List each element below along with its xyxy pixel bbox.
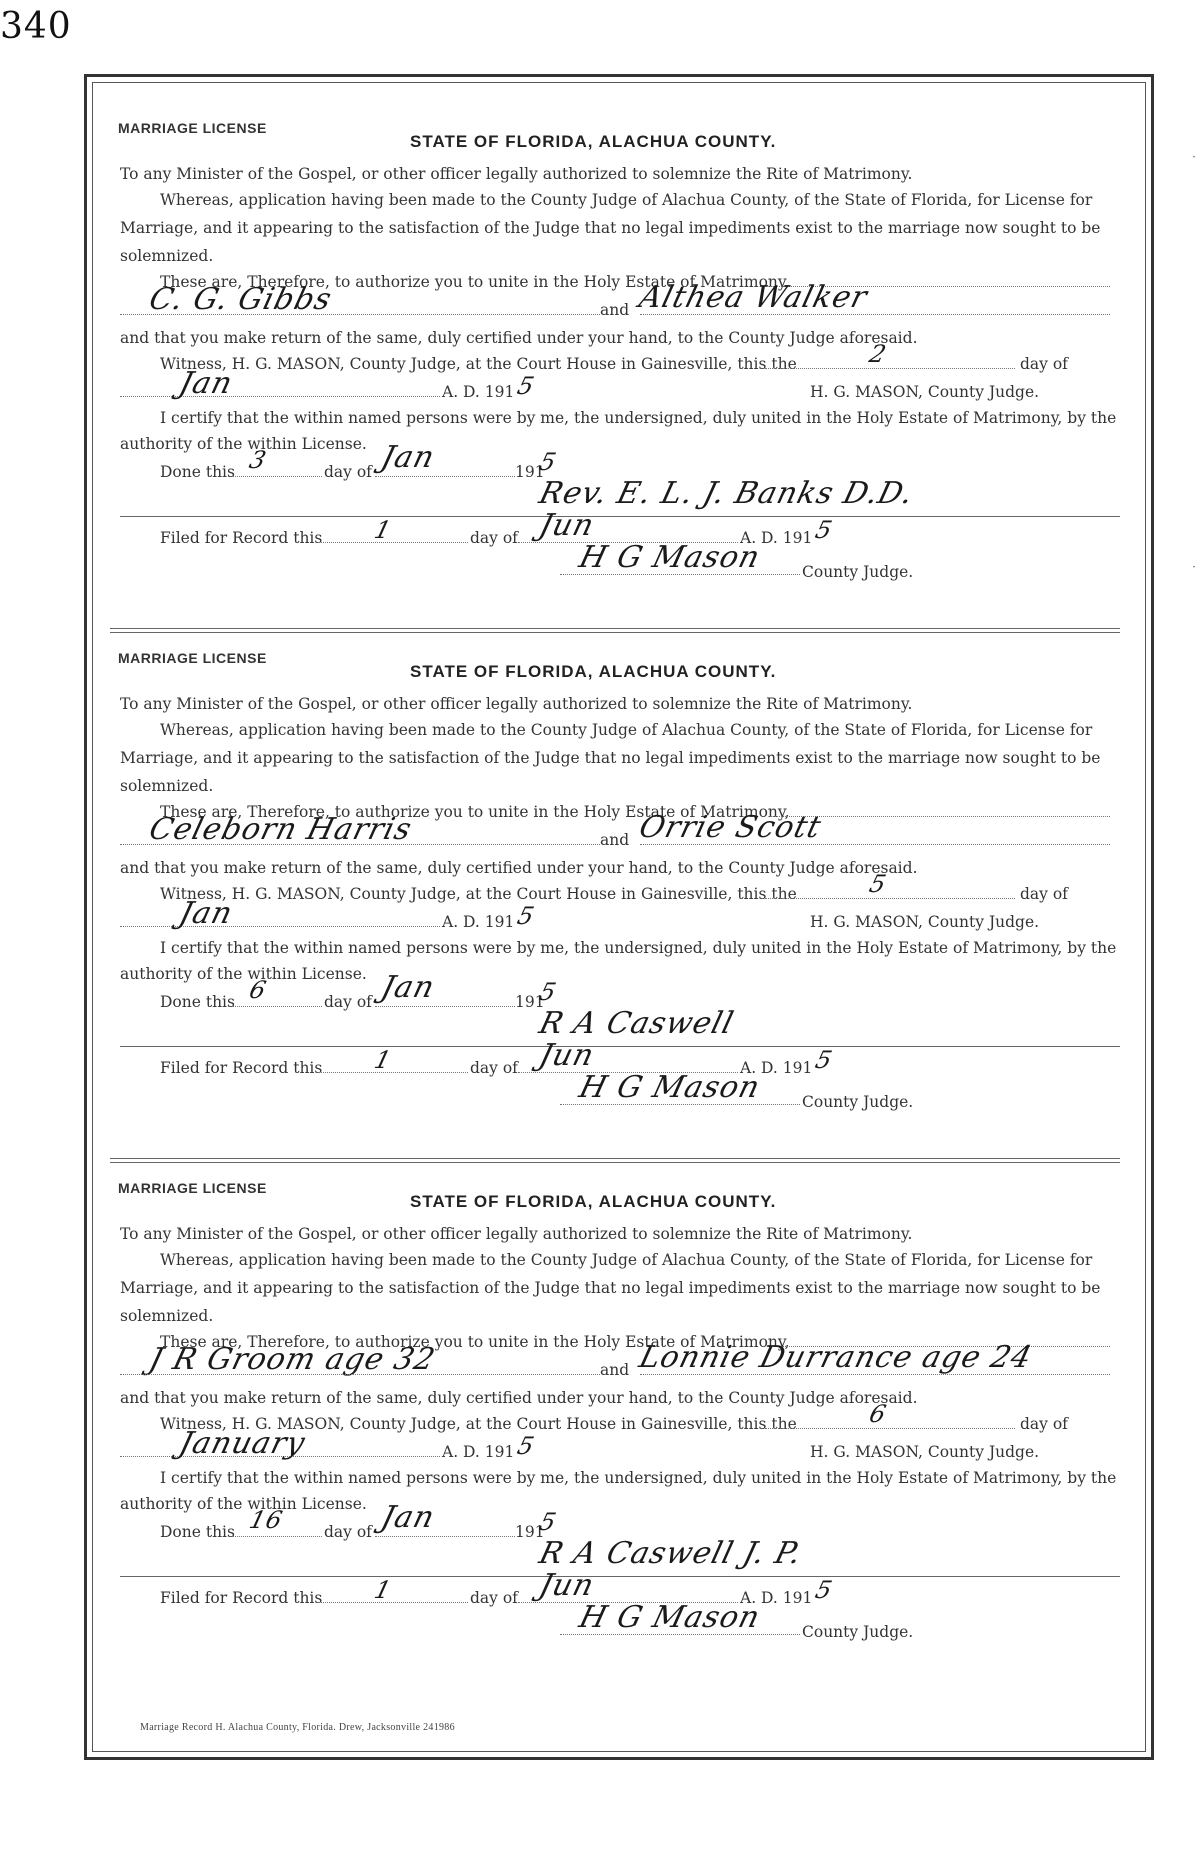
license-year: 5 [514, 1432, 538, 1460]
groom-line [120, 844, 600, 845]
record-divider [110, 628, 1120, 633]
filed-month: Jun [535, 508, 599, 543]
day-of-label: day of [1020, 1415, 1068, 1433]
record-divider [110, 1158, 1120, 1163]
intro-paragraph: To any Minister of the Gospel, or other officer legally authorized to solemnize the Rite of Matrimony. [120, 1225, 913, 1243]
certify-line-2: authority of the within License. [120, 435, 367, 453]
return-paragraph: and that you make return of the same, duly certified under your hand, to the County Judge aforesaid. [120, 1389, 918, 1407]
certify-line-1: I certify that the within named persons were by me, the undersigned, duly united in the Holy Estate of Matrimony, by the [160, 1469, 1117, 1487]
done-year: 5 [536, 448, 560, 476]
filed-label: Filed for Record this [160, 1059, 323, 1077]
edge-mark: · [1192, 560, 1196, 574]
intro-paragraph: To any Minister of the Gospel, or other officer legally authorized to solemnize the Rite of Matrimony. [120, 165, 913, 183]
bride-line [640, 314, 1110, 315]
judge-label: H. G. MASON, County Judge. [810, 1443, 1040, 1461]
day-of-label: day of [1020, 885, 1068, 903]
certify-line-1: I certify that the within named persons were by me, the undersigned, duly united in the Holy Estate of Matrimony, by the [160, 409, 1117, 427]
filed-day-line [318, 1072, 468, 1073]
license-day-line [765, 1428, 1015, 1429]
done-month: Jan [377, 970, 439, 1005]
done-month: Jan [377, 440, 439, 475]
officiant-signature: Rev. E. L. J. Banks D.D. [535, 476, 918, 511]
ad-label: A. D. 191 [442, 913, 515, 931]
and-label: and [600, 831, 630, 849]
whereas-line-1: Whereas, application having been made to the County Judge of Alachua County, of the State of Florida, for License for [160, 191, 1093, 209]
return-paragraph: and that you make return of the same, duly certified under your hand, to the County Judge aforesaid. [120, 329, 918, 347]
license-year: 5 [514, 372, 538, 400]
done-month-line [375, 1006, 515, 1007]
filed-day: 1 [371, 1046, 395, 1074]
authorize-paragraph: These are, Therefore, to authorize you to unite in the Holy Estate of Matrimony, [160, 1333, 790, 1351]
license-day-line [765, 898, 1015, 899]
and-label: and [600, 1361, 630, 1379]
license-month: January [175, 1426, 310, 1461]
done-day: 16 [246, 1506, 287, 1534]
groom-name: Celeborn Harris [145, 812, 416, 847]
intro-paragraph: To any Minister of the Gospel, or other officer legally authorized to solemnize the Rite of Matrimony. [120, 695, 913, 713]
filed-month: Jun [535, 1568, 599, 1603]
bride-line [640, 1374, 1110, 1375]
filed-day-of-label: day of [470, 1589, 518, 1607]
filed-ad-label: A. D. 191 [740, 529, 813, 547]
whereas-line-1: Whereas, application having been made to the County Judge of Alachua County, of the State of Florida, for License for [160, 1251, 1093, 1269]
done-this-label: Done this [160, 463, 235, 481]
filed-label: Filed for Record this [160, 529, 323, 547]
whereas-line-3: solemnized. [120, 777, 214, 795]
bride-line [640, 844, 1110, 845]
license-day: 6 [866, 1400, 890, 1428]
clerk-signature: H G Mason [575, 1600, 764, 1635]
bride-name: Althea Walker [635, 280, 872, 315]
edge-mark: · [1192, 150, 1196, 164]
marriage-license-record [120, 626, 1120, 1156]
whereas-line-2: Marriage, and it appearing to the satisfaction of the Judge that no legal impediments exist to the marriage now sought to be [120, 749, 1101, 767]
filed-day-of-label: day of [470, 529, 518, 547]
done-day-of-label: day of [324, 1523, 372, 1541]
license-day: 2 [866, 340, 890, 368]
witness-text: Witness, H. G. MASON, County Judge, at the Court House in Gainesville, this the [160, 1415, 797, 1433]
day-of-label: day of [1020, 355, 1068, 373]
license-month-line [120, 396, 440, 397]
filed-day-line [318, 542, 468, 543]
done-year-prefix: 191 [515, 993, 545, 1011]
authorize-paragraph: These are, Therefore, to authorize you to unite in the Holy Estate of Matrimony, [160, 273, 790, 291]
done-year-prefix: 191 [515, 463, 545, 481]
ad-label: A. D. 191 [442, 383, 515, 401]
return-paragraph: and that you make return of the same, duly certified under your hand, to the County Judge aforesaid. [120, 859, 918, 877]
bride-name: Orrie Scott [635, 810, 826, 845]
record-heading: STATE OF FLORIDA, ALACHUA COUNTY. [410, 132, 777, 151]
groom-name: J R Groom age 32 [145, 1342, 440, 1377]
done-month-line [375, 476, 515, 477]
whereas-line-3: solemnized. [120, 247, 214, 265]
separator-rule [120, 1046, 1120, 1047]
license-day: 5 [866, 870, 890, 898]
county-judge-label: County Judge. [802, 1093, 914, 1111]
groom-line [120, 1374, 600, 1375]
filed-ad-label: A. D. 191 [740, 1589, 813, 1607]
groom-name: C. G. Gibbs [145, 282, 336, 317]
license-label: MARRIAGE LICENSE [118, 1180, 267, 1196]
filed-ad-label: A. D. 191 [740, 1059, 813, 1077]
certify-line-2: authority of the within License. [120, 1495, 367, 1513]
license-day-line [765, 368, 1015, 369]
done-day-line [232, 1536, 322, 1537]
license-month-line [120, 926, 440, 927]
judge-label: H. G. MASON, County Judge. [810, 383, 1040, 401]
marriage-license-record [120, 96, 1120, 626]
certify-line-1: I certify that the within named persons were by me, the undersigned, duly united in the Holy Estate of Matrimony, by the [160, 939, 1117, 957]
clerk-signature: H G Mason [575, 540, 764, 575]
clerk-signature: H G Mason [575, 1070, 764, 1105]
filed-day: 1 [371, 1576, 395, 1604]
done-this-label: Done this [160, 993, 235, 1011]
county-judge-label: County Judge. [802, 1623, 914, 1641]
separator-rule [120, 1576, 1120, 1577]
license-month: Jan [175, 896, 237, 931]
filed-day: 1 [371, 516, 395, 544]
done-day-line [232, 476, 322, 477]
whereas-line-2: Marriage, and it appearing to the satisfaction of the Judge that no legal impediments exist to the marriage now sought to be [120, 219, 1101, 237]
done-day-of-label: day of [324, 993, 372, 1011]
done-month-line [375, 1536, 515, 1537]
record-heading: STATE OF FLORIDA, ALACHUA COUNTY. [410, 1192, 777, 1211]
ad-label: A. D. 191 [442, 1443, 515, 1461]
done-day: 3 [246, 446, 270, 474]
license-year: 5 [514, 902, 538, 930]
page-number: 340 [0, 6, 72, 47]
license-label: MARRIAGE LICENSE [118, 120, 267, 136]
done-year-prefix: 191 [515, 1523, 545, 1541]
record-heading: STATE OF FLORIDA, ALACHUA COUNTY. [410, 662, 777, 681]
bride-name: Lonnie Durrance age 24 [635, 1340, 1036, 1375]
whereas-line-1: Whereas, application having been made to the County Judge of Alachua County, of the State of Florida, for License for [160, 721, 1093, 739]
filed-month: Jun [535, 1038, 599, 1073]
and-label: and [600, 301, 630, 319]
officiant-signature: R A Caswell [535, 1006, 738, 1041]
done-month: Jan [377, 1500, 439, 1535]
footer-imprint: Marriage Record H. Alachua County, Florida. Drew, Jacksonville 241986 [140, 1722, 455, 1733]
license-label: MARRIAGE LICENSE [118, 650, 267, 666]
done-year: 5 [536, 978, 560, 1006]
county-judge-label: County Judge. [802, 563, 914, 581]
filed-label: Filed for Record this [160, 1589, 323, 1607]
groom-line [120, 314, 600, 315]
judge-label: H. G. MASON, County Judge. [810, 913, 1040, 931]
witness-text: Witness, H. G. MASON, County Judge, at the Court House in Gainesville, this the [160, 885, 797, 903]
done-year: 5 [536, 1508, 560, 1536]
officiant-signature: R A Caswell J. P. [535, 1536, 806, 1571]
filed-year: 5 [812, 516, 836, 544]
done-this-label: Done this [160, 1523, 235, 1541]
separator-rule [120, 516, 1120, 517]
done-day-of-label: day of [324, 463, 372, 481]
done-day: 6 [246, 976, 270, 1004]
marriage-license-record [120, 1156, 1120, 1686]
witness-text: Witness, H. G. MASON, County Judge, at the Court House in Gainesville, this the [160, 355, 797, 373]
authorize-paragraph: These are, Therefore, to authorize you to unite in the Holy Estate of Matrimony, [160, 803, 790, 821]
filed-day-of-label: day of [470, 1059, 518, 1077]
whereas-line-2: Marriage, and it appearing to the satisfaction of the Judge that no legal impediments exist to the marriage now sought to be [120, 1279, 1101, 1297]
done-day-line [232, 1006, 322, 1007]
whereas-line-3: solemnized. [120, 1307, 214, 1325]
filed-day-line [318, 1602, 468, 1603]
certify-line-2: authority of the within License. [120, 965, 367, 983]
filed-year: 5 [812, 1576, 836, 1604]
filed-year: 5 [812, 1046, 836, 1074]
license-month: Jan [175, 366, 237, 401]
